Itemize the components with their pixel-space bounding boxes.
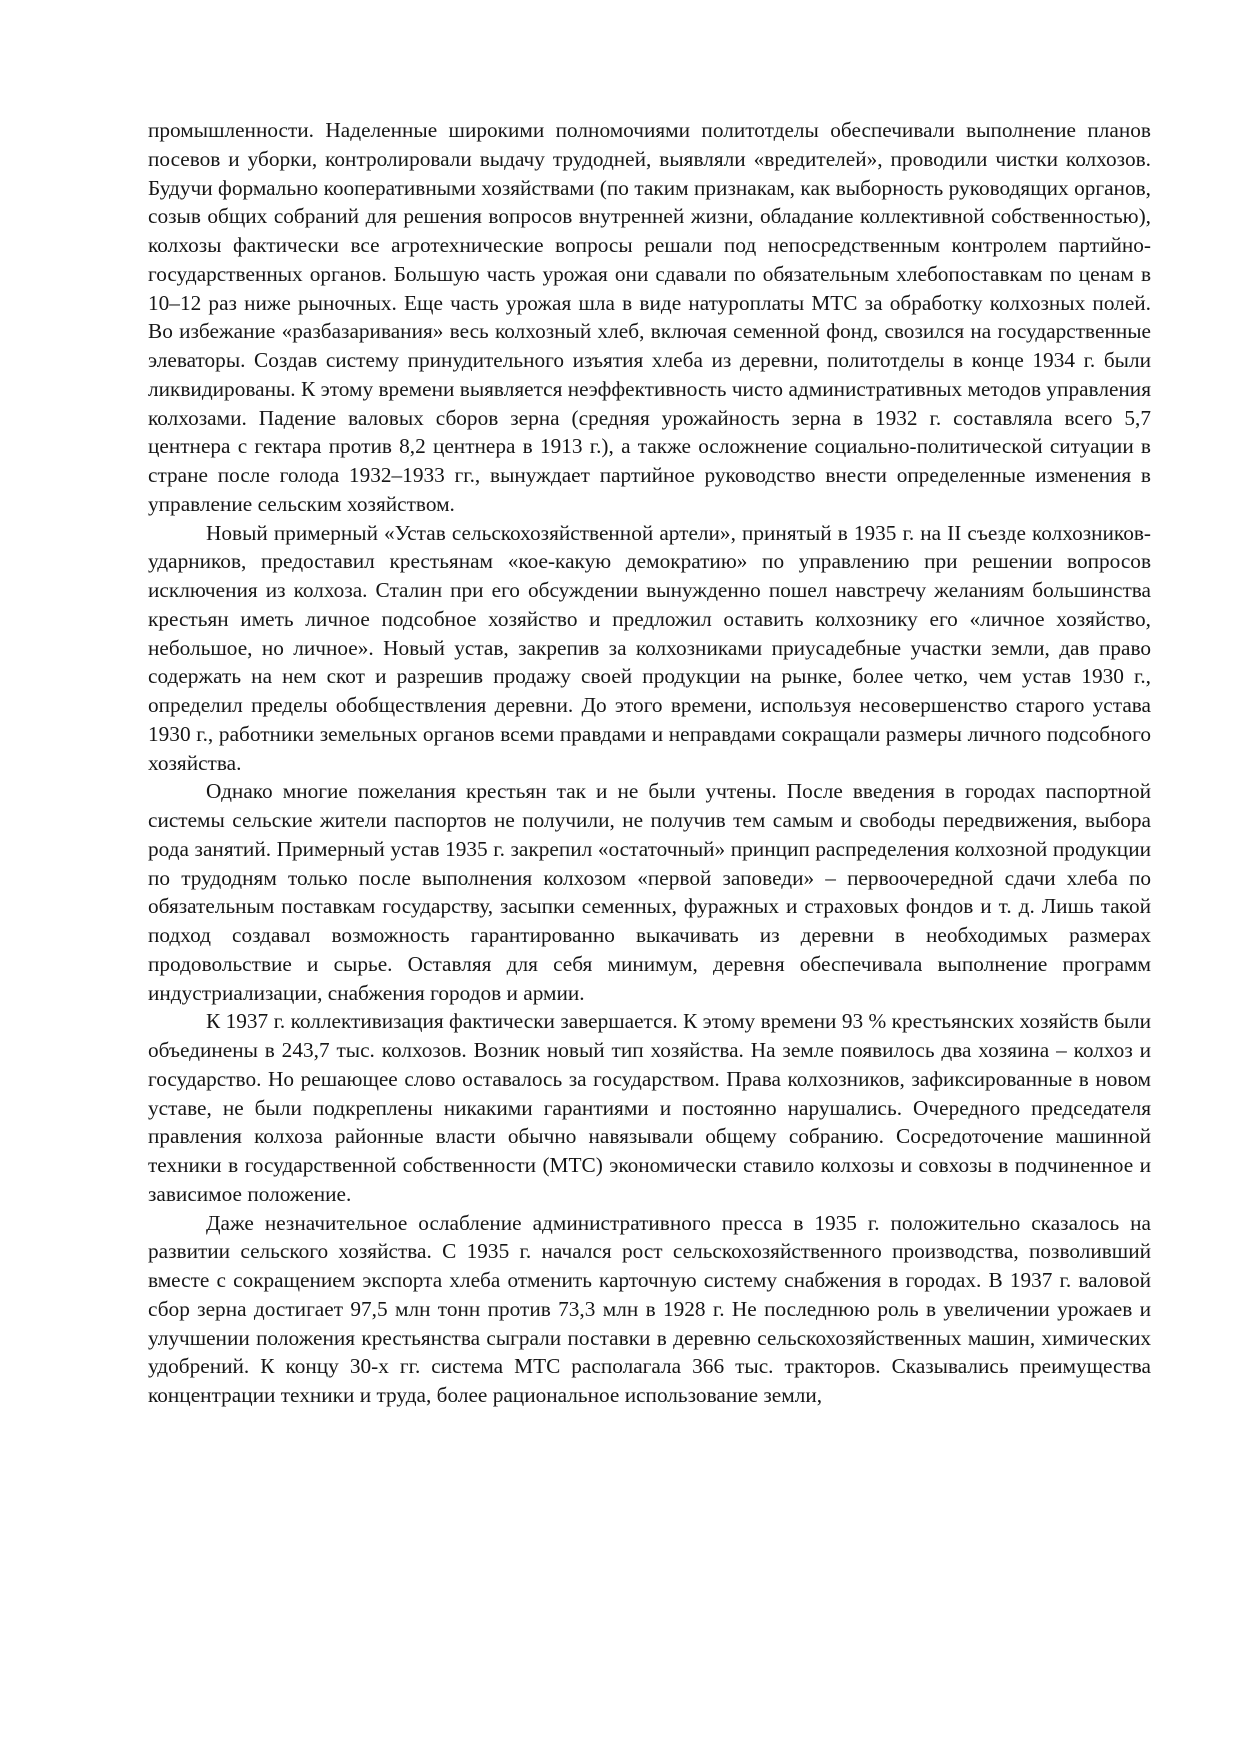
document-page: [148, 116, 1151, 1410]
paragraph-5: Даже незначительное ослабление административного пресса в 1935 г. положительно сказалось на развитии сельского хозяйства. С 1935 г. начался рост сельскохозяйственного производства, позволивший вместе с сокращением экспорта хлеба отменить карточную систему снабжения в городах. В 1937 г. валовой сбор зерна достигает 97,5 млн тонн против 73,3 млн в 1928 г. Не последнюю роль в увеличении урожаев и улучшении положения крестьянства сыграли поставки в деревню сельскохозяйственных машин, химических удобрений. К концу 30-х гг. система МТС располагала 366 тыс. тракторов. Сказывались преимущества концентрации техники и труда, более рациональное использование земли,: [148, 1210, 1151, 1407]
paragraph-3: Однако многие пожелания крестьян так и не были учтены. После введения в городах паспортной системы сельские жители паспортов не получили, не получив тем самым и свободы передвижения, выбора рода занятий. Примерный устав 1935 г. закрепил «остаточный» принцип распределения колхозной продукции по трудодням только после выполнения колхозом «первой заповеди» – первоочередной сдачи хлеба по обязательным поставкам государству, засыпки семенных, фуражных и страховых фондов и т. д. Лишь такой подход создавал возможность гарантированно выкачивать из деревни в необходимых размерах продовольствие и сырье. Оставляя для себя минимум, деревня обеспечивала выполнение программ индустриализации, снабжения городов и армии.: [148, 779, 1151, 1005]
paragraph-2: Новый примерный «Устав сельскохозяйственной артели», принятый в 1935 г. на II съезде колхозников-ударников, предоставил крестьянам «кое-какую демократию» по управлению при решении вопросов исключения из колхоза. Сталин при его обсуждении вынужденно пошел навстречу желаниям большинства крестьян иметь личное подсобное хозяйство и предложил оставить колхознику его «личное хозяйство, небольшое, но личное». Новый устав, закрепив за колхозниками приусадебные участки земли, дав право содержать на нем скот и разрешив продажу своей продукции на рынке, более четко, чем устав 1930 г., определил пределы обобществления деревни. До этого времени, используя несовершенство старого устава 1930 г., работники земельных органов всеми правдами и неправдами сокращали размеры личного подсобного хозяйства.: [148, 520, 1151, 775]
paragraph-4: К 1937 г. коллективизация фактически завершается. К этому времени 93 % крестьянских хозяйств были объединены в 243,7 тыс. колхозов. Возник новый тип хозяйства. На земле появилось два хозяина – колхоз и государство. Но решающее слово оставалось за государством. Права колхозников, зафиксированные в новом уставе, не были подкреплены никакими гарантиями и постоянно нарушались. Очередного председателя правления колхоза районные власти обычно навязывали общему собранию. Сосредоточение машинной техники в государственной собственности (МТС) экономически ставило колхозы и совхозы в подчиненное и зависимое положение.: [148, 1009, 1151, 1206]
paragraph-1: промышленности. Наделенные широкими полномочиями политотделы обеспечивали выполнение планов посевов и уборки, контролировали выдачу трудодней, выявляли «вредителей», проводили чистки колхозов. Будучи формально кооперативными хозяйствами (по таким признакам, как выборность руководящих органов, созыв общих собраний для решения вопросов внутренней жизни, обладание коллективной собственностью), колхозы фактически все агротехнические вопросы решали под непосредственным контролем партийно-государственных органов. Большую часть урожая они сдавали по обязательным хлебопоставкам по ценам в 10–12 раз ниже рыночных. Еще часть урожая шла в виде натуроплаты МТС за обработку колхозных полей. Во избежание «разбазаривания» весь колхозный хлеб, включая семенной фонд, свозился на государственные элеваторы. Создав систему принудительного изъятия хлеба из деревни, политотделы в конце 1934 г. были ликвидированы. К этому времени выявляется неэффективность чисто административных методов управления колхозами. Падение валовых сборов зерна (средняя урожайность зерна в 1932 г. составляла всего 5,7 центнера с гектара против 8,2 центнера в 1913 г.), а также осложнение социально-политической ситуации в стране после голода 1932–1933 гг., вынуждает партийное руководство внести определенные изменения в управление сельским хозяйством.: [148, 118, 1151, 516]
